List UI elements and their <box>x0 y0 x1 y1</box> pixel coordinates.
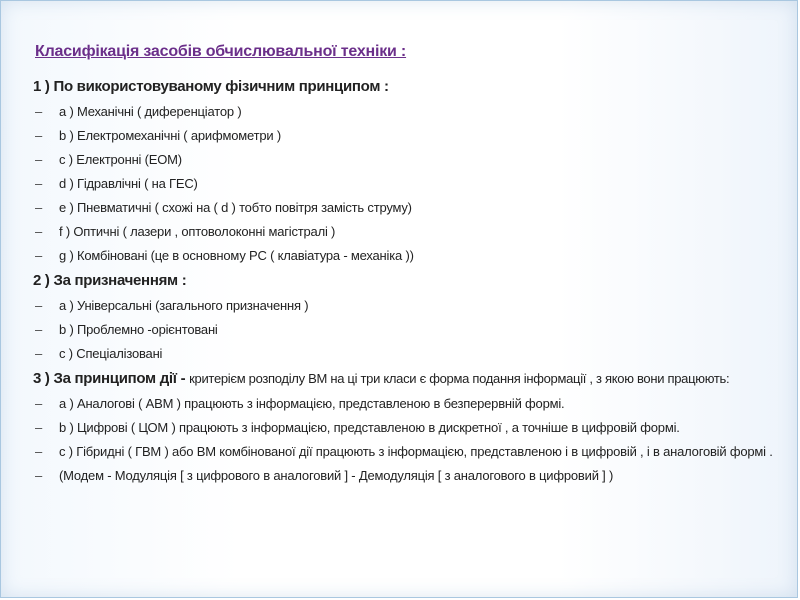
list-item-text: a ) Універсальні (загального призначення ) <box>59 298 309 313</box>
dash-bullet-icon: – <box>35 176 43 191</box>
section-heading <box>33 271 778 290</box>
dash-bullet-icon: – <box>35 420 43 435</box>
list-item <box>33 321 778 338</box>
list-item-text: f ) Оптичні ( лазери , оптоволоконні магістралі ) <box>59 224 336 239</box>
list-item <box>33 175 778 192</box>
section-heading-tail: критерієм розподілу ВМ на ці три класи є форма подання інформації , з якою вони працюють: <box>189 371 730 386</box>
list-item-text: b ) Електромеханічні ( арифмометри ) <box>59 128 281 143</box>
list-item-text: d ) Гідравлічні ( на ГЕС) <box>59 176 198 191</box>
list-item <box>33 395 778 412</box>
list-item-text: (Модем - Модуляція [ з цифрового в аналоговий ] - Демодуляція [ з аналогового в цифровий ] ) <box>59 468 614 483</box>
list-item <box>33 247 778 264</box>
list-item-text: g ) Комбіновані (це в основному PC ( клавіатура - механіка )) <box>59 248 414 263</box>
slide-title: Класифікація засобів обчислювальної техніки : <box>35 43 407 60</box>
dash-bullet-icon: – <box>35 322 43 337</box>
list-item <box>33 345 778 362</box>
list-item <box>33 103 778 120</box>
list-item <box>33 127 778 144</box>
list-item-text: b ) Цифрові ( ЦОМ ) працюють з інформацією, представленою в дискретної , а точніше в цифровій формі. <box>59 420 680 435</box>
section-heading-text: 2 ) За призначенням : <box>33 272 187 289</box>
section-heading-text: 1 ) По використовуваному фізичним принципом : <box>33 78 389 95</box>
dash-bullet-icon: – <box>35 152 43 167</box>
list-item <box>33 223 778 240</box>
section-heading <box>33 369 778 388</box>
list-item <box>33 443 778 460</box>
dash-bullet-icon: – <box>35 346 43 361</box>
dash-bullet-icon: – <box>35 468 43 483</box>
dash-bullet-icon: – <box>35 444 43 459</box>
dash-bullet-icon: – <box>35 248 43 263</box>
dash-bullet-icon: – <box>35 200 43 215</box>
list-item-text: c ) Електронні (ЕОМ) <box>59 152 182 167</box>
list-item <box>33 199 778 216</box>
list-item <box>33 151 778 168</box>
list-item-text: а ) Механічні ( диференціатор ) <box>59 104 242 119</box>
dash-bullet-icon: – <box>35 224 43 239</box>
dash-bullet-icon: – <box>35 298 43 313</box>
list-item-text: c ) Гібридні ( ГВМ ) або ВМ комбінованої дії працюють з інформацією, представленою і в цифровій , і в аналоговій формі . <box>59 444 773 459</box>
dash-bullet-icon: – <box>35 396 43 411</box>
list-item-text: c ) Спеціалізовані <box>59 346 163 361</box>
list-item-text: a ) Аналогові ( АВМ ) працюють з інформацією, представленою в безперервній формі. <box>59 396 565 411</box>
list-item <box>33 297 778 314</box>
section-heading-text: 3 ) За принципом дії - <box>33 370 190 387</box>
dash-bullet-icon: – <box>35 128 43 143</box>
list-item-text: e ) Пневматичні ( схожі на ( d ) тобто повітря замість струму) <box>59 200 412 215</box>
dash-bullet-icon: – <box>35 104 43 119</box>
list-item <box>33 467 778 484</box>
section-heading <box>33 77 778 96</box>
slide-content <box>33 77 778 491</box>
list-item-text: b ) Проблемно -орієнтовані <box>59 322 218 337</box>
list-item <box>33 419 778 436</box>
